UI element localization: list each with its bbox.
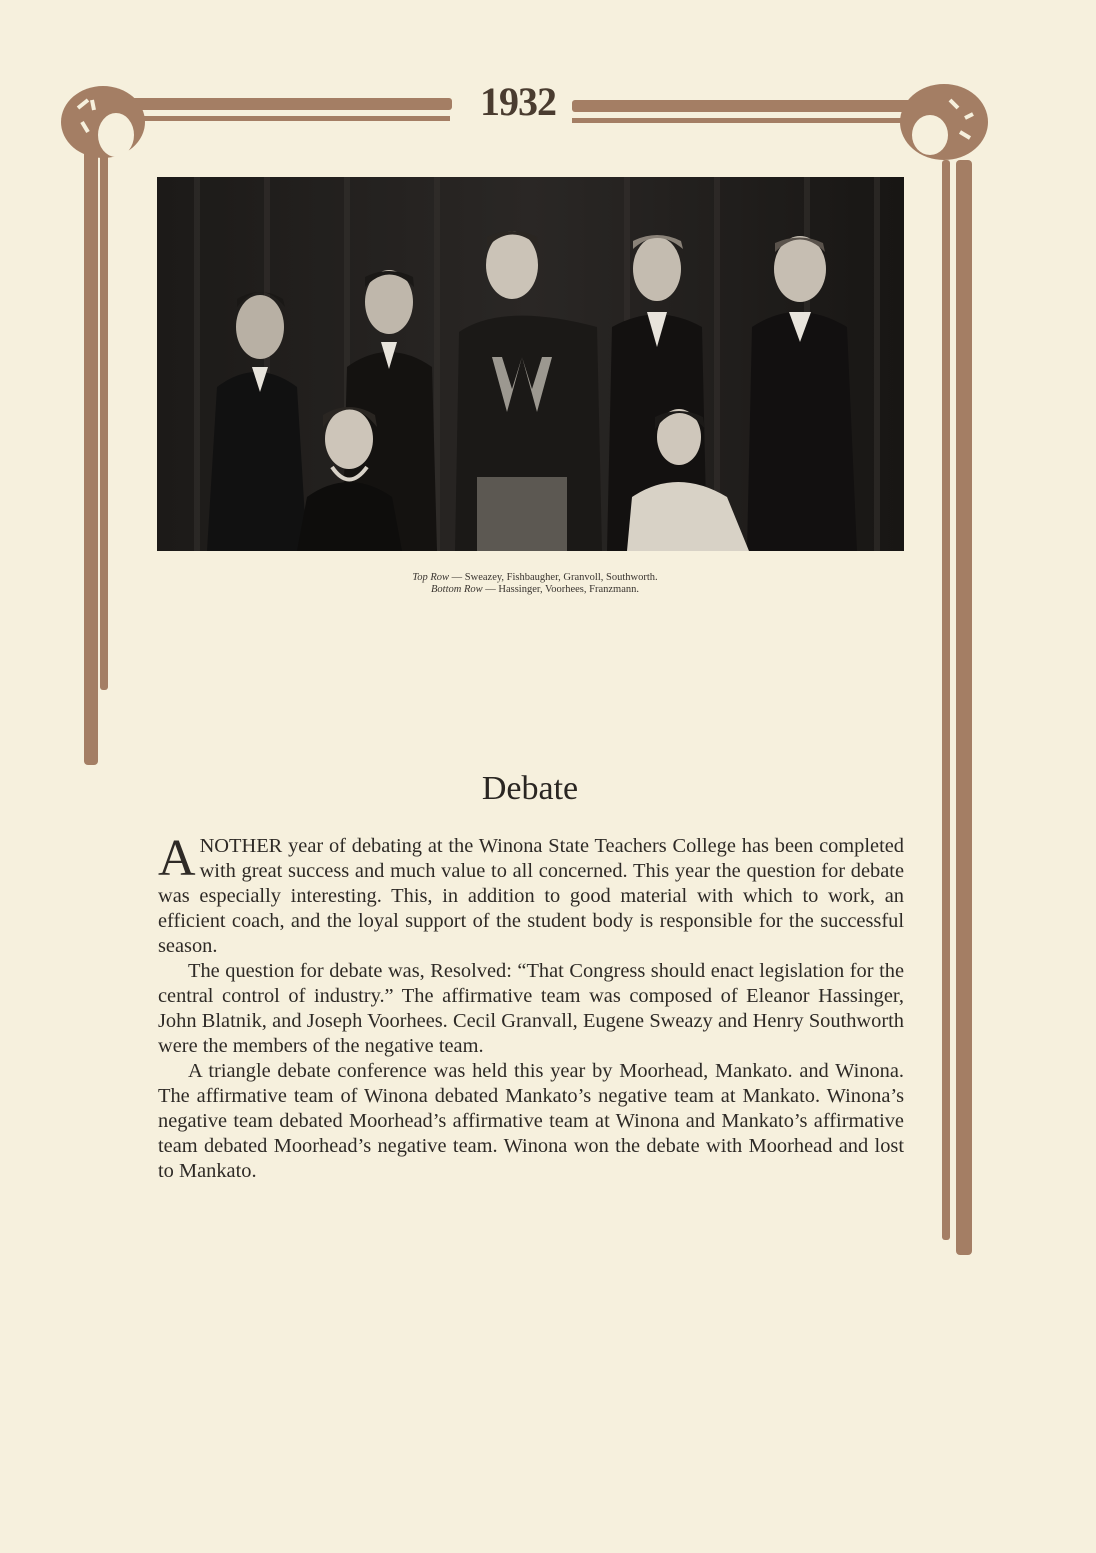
paragraph-1-text: NOTHER year of debating at the Winona State Teachers College has been completed with great success and much value to all concerned. This year the question for debate was especially interesting. This, in addition to good material with which to work, an efficient coach, and the loyal support of the student body is responsible for the successful season. bbox=[158, 835, 904, 957]
article-paragraph-3: A triangle debate conference was held this year by Moorhead, Mankato. and Winona. The affirmative team of Winona debated Mankato’s negative team at Mankato. Winona’s negative team debated Moorhead’s affirmative team at Winona and Mankato’s affirmative team debated Moorhead’s negative team. Winona won the debate with Moorhead and lost to Mankato. bbox=[158, 1060, 904, 1182]
caption-top-row bbox=[250, 572, 820, 584]
caption-top-names: — Sweazey, Fishbaugher, Granvoll, Southworth. bbox=[451, 572, 658, 583]
caption-bottom-row bbox=[250, 584, 820, 596]
caption-top-label: Top Row bbox=[412, 572, 450, 583]
caption-bottom-label: Bottom Row bbox=[431, 584, 483, 595]
photo-caption bbox=[250, 572, 820, 596]
yearbook-year: 1932 bbox=[480, 79, 556, 124]
article-paragraph-2: The question for debate was, Resolved: “That Congress should enact legislation for the central control of industry.” The affirmative team was composed of Eleanor Hassinger, John Blatnik, and Joseph Voorhees. Cecil Granvall, Eugene Sweazy and Henry Southworth were the members of the negative team. bbox=[158, 960, 904, 1057]
article-body bbox=[158, 830, 904, 1184]
article-title: Debate bbox=[481, 770, 579, 807]
drop-cap: A bbox=[158, 830, 196, 887]
article-paragraph-1 bbox=[158, 830, 904, 959]
team-photo bbox=[157, 177, 904, 551]
caption-bottom-names: — Hassinger, Voorhees, Franzmann. bbox=[485, 584, 639, 595]
